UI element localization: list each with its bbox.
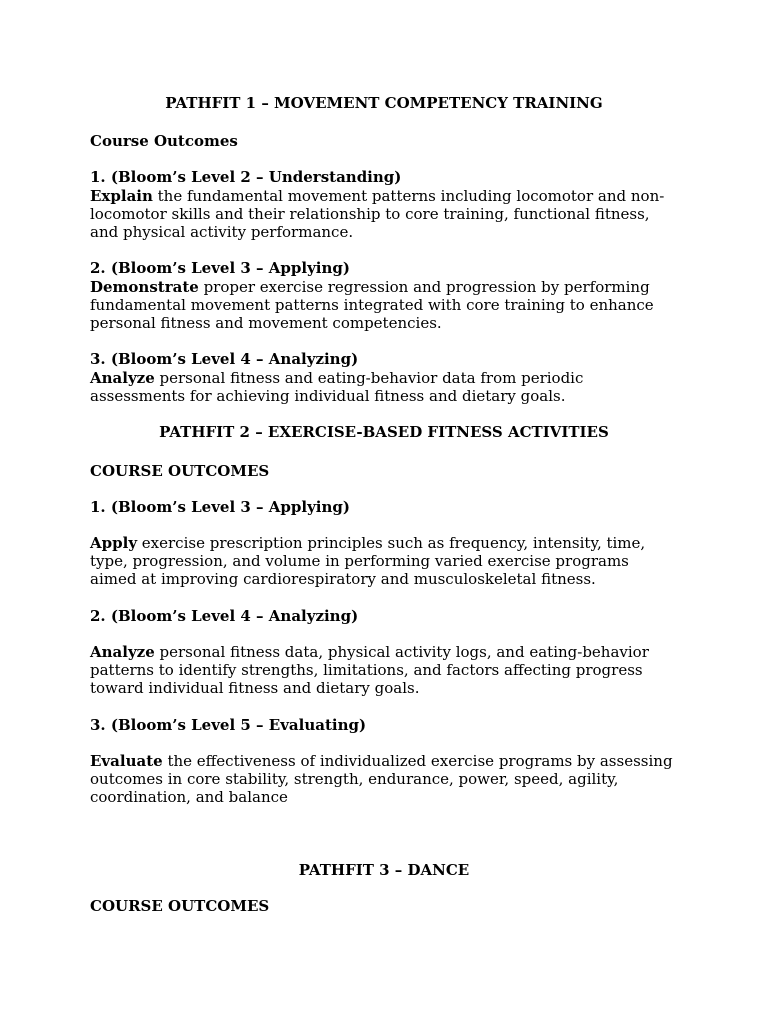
outcome-text: the fundamental movement patterns including locomotor and non-	[152, 187, 665, 205]
outcome-line: toward individual fitness and dietary goals.	[90, 679, 420, 698]
outcome-verb: Evaluate	[90, 752, 163, 770]
section-title-pathfit-1: PATHFIT 1 – MOVEMENT COMPETENCY TRAINING	[165, 94, 603, 112]
outcome-line: type, progression, and volume in performing varied exercise programs	[90, 552, 629, 571]
section-title-pathfit-2: PATHFIT 2 – EXERCISE-BASED FITNESS ACTIVITIES	[159, 423, 609, 441]
outcome-verb: Analyze	[90, 643, 155, 661]
outcome-level-heading: 1. (Bloom’s Level 3 – Applying)	[90, 498, 350, 516]
outcome-description	[90, 369, 690, 405]
outcome-line	[90, 643, 690, 661]
outcome-description	[90, 278, 690, 333]
outcome-line: outcomes in core stability, strength, endurance, power, speed, agility,	[90, 770, 619, 789]
outcome-text: exercise prescription principles such as frequency, intensity, time,	[137, 534, 646, 552]
outcome-line: assessments for achieving individual fitness and dietary goals.	[90, 387, 566, 406]
outcome-line: aimed at improving cardiorespiratory and musculoskeletal fitness.	[90, 570, 596, 589]
outcome-line: patterns to identify strengths, limitations, and factors affecting progress	[90, 661, 643, 680]
outcome-description	[90, 643, 690, 698]
outcome-level-heading: 3. (Bloom’s Level 5 – Evaluating)	[90, 716, 367, 734]
outcome-line	[90, 369, 690, 387]
outcome-verb: Explain	[90, 187, 153, 205]
outcome-text: the effectiveness of individualized exercise programs by assessing	[162, 752, 673, 770]
outcomes-heading: COURSE OUTCOMES	[90, 462, 270, 480]
section-title-pathfit-3: PATHFIT 3 – DANCE	[298, 861, 470, 879]
outcome-line	[90, 534, 690, 552]
outcome-line	[90, 278, 690, 296]
outcome-description	[90, 187, 690, 242]
outcome-level-heading: 2. (Bloom’s Level 4 – Analyzing)	[90, 607, 359, 625]
outcomes-heading: COURSE OUTCOMES	[90, 897, 270, 915]
outcome-line	[90, 187, 690, 205]
outcome-description	[90, 534, 690, 589]
outcome-line: fundamental movement patterns integrated with core training to enhance	[90, 296, 654, 315]
outcome-line: locomotor skills and their relationship to core training, functional fitness,	[90, 205, 650, 224]
outcome-text: personal fitness data, physical activity logs, and eating-behavior	[154, 643, 649, 661]
outcome-level-heading: 3. (Bloom’s Level 4 – Analyzing)	[90, 350, 359, 368]
outcome-text: personal fitness and eating-behavior data from periodic	[154, 369, 584, 387]
outcome-verb: Analyze	[90, 369, 155, 387]
outcome-description	[90, 752, 690, 807]
outcome-verb: Demonstrate	[90, 278, 199, 296]
outcome-verb: Apply	[90, 534, 138, 552]
outcome-line: personal fitness and movement competencies.	[90, 314, 442, 333]
outcome-line: coordination, and balance	[90, 788, 288, 807]
outcomes-heading: Course Outcomes	[90, 132, 238, 150]
outcome-text: proper exercise regression and progression by performing	[198, 278, 650, 296]
outcome-level-heading: 1. (Bloom’s Level 2 – Understanding)	[90, 168, 402, 186]
outcome-level-heading: 2. (Bloom’s Level 3 – Applying)	[90, 259, 350, 277]
outcome-line	[90, 752, 690, 770]
outcome-line: and physical activity performance.	[90, 223, 354, 242]
